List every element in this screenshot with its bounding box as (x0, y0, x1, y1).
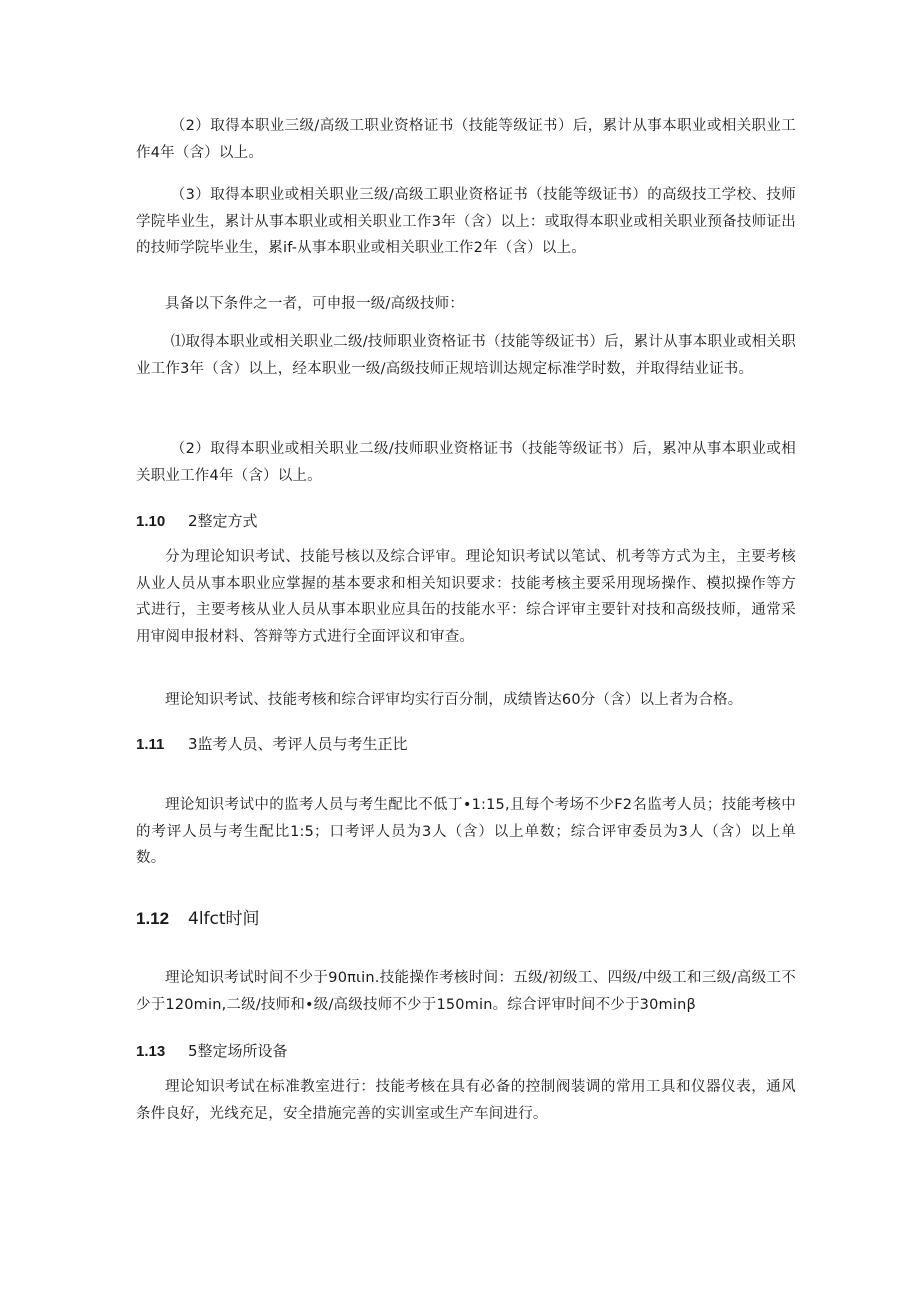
paragraph-condition-3: （3）取得本职业或相关职业三级/高级工职业资格证书（技能等级证书）的高级技工学校、技师学院毕业生，累计从事本职业或相关职业工作3年（含）以上：或取得本职业或相关职业预备技师证出的技师学院毕业生，累if-从事本职业或相关职业工作2年（含）以上。 (136, 187, 796, 256)
paragraph-examiner-ratio: 理论知识考试中的监考人员与考生配比不低丁•1:15,且每个考场不少F2名监考人员；技能考核中的考评人员与考生配比1:5；口考评人员为3人（含）以上单数；综合评审委员为3人（含）以上单数。 (136, 797, 796, 866)
section-heading-1-11 (136, 732, 796, 757)
paragraph-condition-2: （2）取得本职业三级/高级工职业资格证书（技能等级证书）后，累计从事本职业或相关职业工作4年（含）以上。 (136, 118, 796, 161)
paragraph-scoring: 理论知识考试、技能考核和综合评审均实行百分制，成绩皆达60分（含）以上者为合格。 (165, 692, 743, 708)
paragraph-level1-condition-2: （2）取得本职业或相关职业二级/技师职业资格证书（技能等级证书）后，累冲从事本职业或相关职业工作4年（含）以上。 (136, 441, 796, 484)
section-heading-1-10 (136, 509, 796, 534)
paragraph-exam-venue: 理论知识考试在标准教室进行：技能考核在具有必备的控制阀装调的常用工具和仪器仪表，通风条件良好，光线充足，安全措施完善的实训室或生产车间进行。 (136, 1079, 796, 1122)
section-number: 1.11 (136, 736, 165, 753)
section-number: 1.10 (136, 513, 166, 530)
section-title: 5整定场所设备 (188, 1042, 288, 1060)
paragraph-exam-time: 理论知识考试时间不少于90πιin.技能操作考核时间：五级/初级工、四级/中级工和三级/高级工不少于120min,二级/技师和•级/高级技师不少于150min。综合评审时间不少于30minβ (136, 970, 796, 1013)
section-heading-1-12 (136, 907, 796, 931)
paragraph-level1-condition-1: ⑴取得本职业或相关职业二级/技师职业资格证书（技能等级证书）后，累计从事本职业或相关职业工作3年（含）以上，经本职业一级/高级技师正规培训达规定标准学时数，并取得结业证书。 (136, 334, 796, 377)
section-heading-1-13 (136, 1039, 796, 1064)
section-title: 3监考人员、考评人员与考生正比 (188, 735, 408, 753)
section-title: 2整定方式 (188, 512, 258, 530)
paragraph-assessment-method: 分为理论知识考试、技能号核以及综合评审。理论知识考试以笔试、机考等方式为主，主要考核从业人员从事本职业应掌握的基本要求和相关知识要求：技能考核主要采用现场操作、模拟操作等方式进行，主要考核从业人员从事本职业应具缶的技能水平：综合评审主要针对技和高级技师，通常采用审阅申报材料、答辩等方式进行全面评议和审查。 (136, 549, 796, 645)
paragraph-level1-intro: 具备以下条件之一者，可申报一级/高级技师： (165, 296, 465, 312)
section-number: 1.13 (136, 1043, 166, 1060)
section-number: 1.12 (136, 909, 170, 928)
section-title: 4lfct时间 (188, 909, 260, 929)
